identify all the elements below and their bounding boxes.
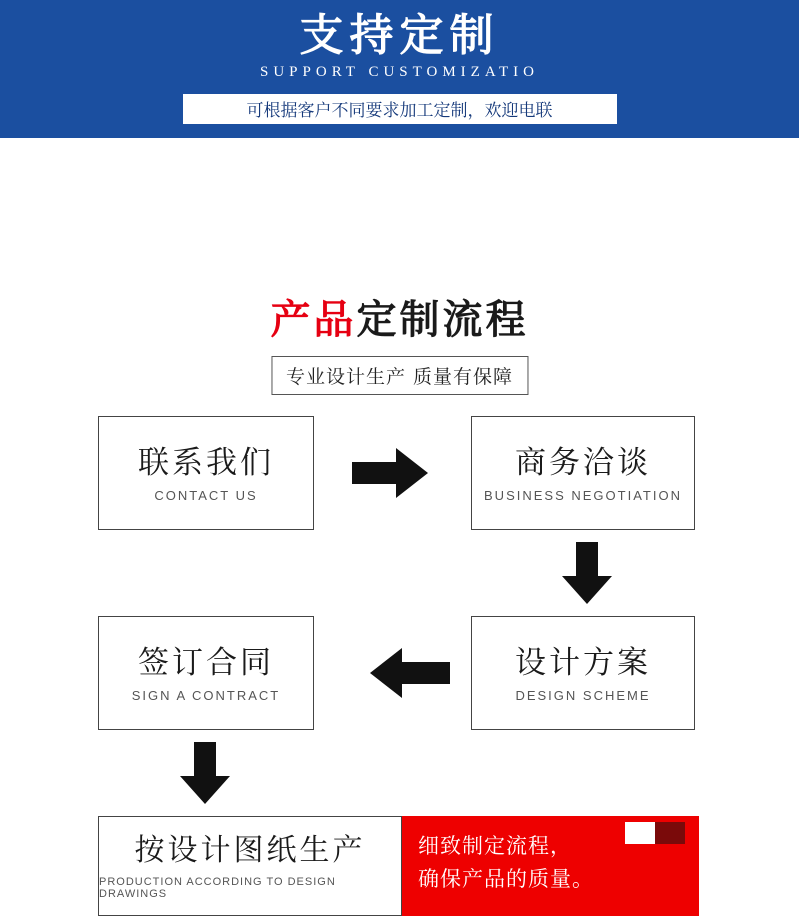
flow-step-label-cn: 设计方案: [515, 644, 651, 681]
decorative-block-white: [625, 822, 655, 844]
arrow-down-icon: [178, 742, 232, 804]
flow-step-label-en: SIGN A CONTRACT: [131, 687, 281, 703]
flow-step-label-cn: 联系我们: [138, 444, 274, 481]
flow-step-label-en: PRODUCTION ACCORDING TO DESIGN DRAWINGS: [99, 876, 336, 900]
flow-step-business: [471, 416, 695, 530]
section-subtitle: 专业设计生产 质量有保障: [271, 356, 528, 395]
highlight-line-2: 确保产品的质量。: [418, 867, 594, 891]
highlight-line-1: 细致制定流程，: [418, 834, 572, 858]
flow-step-label-en: BUSINESS NEGOTIATION: [484, 487, 682, 503]
header-banner: 可根据客户不同要求加工定制，欢迎电联: [183, 94, 617, 124]
arrow-down-icon: [560, 542, 614, 604]
flow-step-contact: [98, 416, 314, 530]
page-header: [0, 0, 799, 138]
flow-step-label-en: DESIGN SCHEME: [515, 687, 651, 703]
header-subtitle: SUPPORT CUSTOMIZATIO: [260, 64, 539, 80]
highlight-panel: [402, 816, 699, 916]
flow-step-sign-contract: [98, 616, 314, 730]
page-title-accent: 产品: [270, 297, 357, 343]
arrow-right-icon: [352, 446, 428, 500]
header-title: 支持定制: [299, 10, 500, 61]
flow-section: [0, 138, 799, 900]
flow-step-label-cn: 商务洽谈: [515, 444, 651, 481]
decorative-blocks-icon: [625, 822, 685, 844]
flow-step-label-cn: 按设计图纸生产: [134, 833, 366, 868]
arrow-left-icon: [368, 646, 450, 700]
flow-step-label-en: CONTACT US: [154, 487, 258, 503]
flow-step-production: [98, 816, 402, 916]
page-title: [0, 288, 799, 345]
flow-step-label-cn: 签订合同: [138, 644, 274, 681]
flow-step-design: [471, 616, 695, 730]
decorative-block-dark: [655, 822, 685, 844]
page-title-rest: 定制流程: [356, 297, 529, 343]
